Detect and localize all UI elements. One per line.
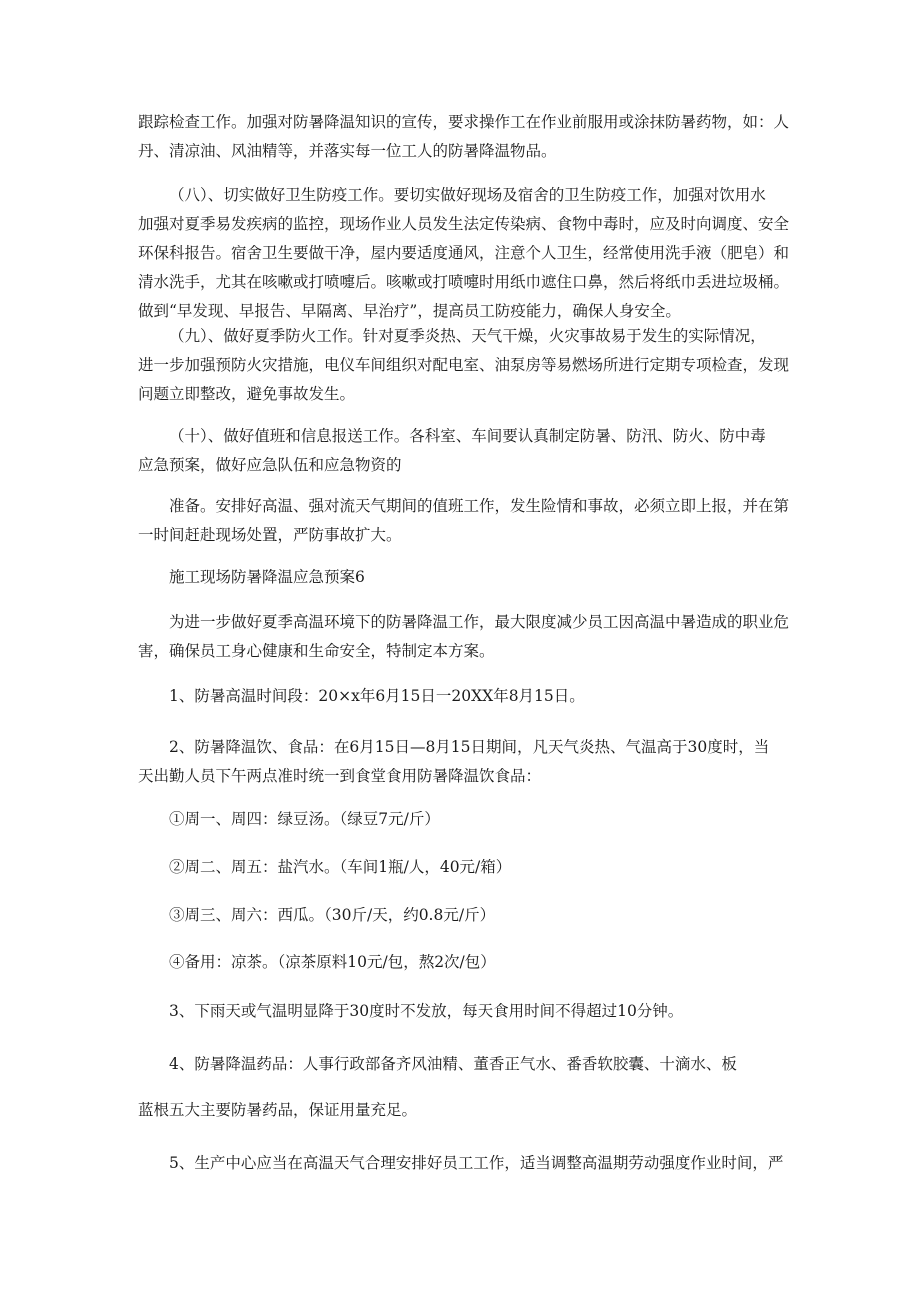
- list-item-2-food: [138, 733, 786, 791]
- sub-item-mon-thu: [138, 805, 786, 834]
- paragraph-plan-intro: [138, 608, 790, 666]
- paragraph-section-8-hygiene: [138, 181, 790, 326]
- text-line: 2、防暑降温饮、食品：在6月15日—8月15日期间，凡天气炎热、气温高于30度时，当: [169, 738, 770, 756]
- text-line: 清水洗手，尤其在咳嗽或打喷嚏后。咳嗽或打喷嚏时用纸巾遮住口鼻，然后将纸巾丢进垃圾桶。: [138, 273, 790, 291]
- text-line: 丹、清凉油、风油精等，并落实每一位工人的防暑降温物品。: [138, 142, 557, 160]
- text-line: 1、防暑高温时间段：20×x年6月15日一20XX年8月15日。: [169, 687, 585, 705]
- list-item-1-time-period: [138, 682, 786, 711]
- text-line: ③周三、周六：西瓜。（30斤/天，约0.8元/斤）: [169, 906, 496, 924]
- text-line: 应急预案，做好应急队伍和应急物资的: [138, 456, 402, 474]
- text-line: ④备用：凉茶。（凉茶原料10元/包，熬2次/包）: [169, 953, 496, 971]
- text-line: 问题立即整改，避免事故发生。: [138, 385, 356, 403]
- paragraph-section-10-duty: [138, 422, 786, 480]
- paragraph-medicine-continued: [138, 1096, 786, 1125]
- text-line: 天出勤人员下午两点准时统一到食堂食用防暑降温饮食品：: [138, 767, 542, 785]
- text-line: 5、生产中心应当在高温天气合理安排好员工工作，适当调整高温期劳动强度作业时间，严: [169, 1154, 784, 1172]
- text-line: 进一步加强预防火灾措施，电仪车间组织对配电室、油泵房等易燃场所进行定期专项检查，发现: [138, 356, 790, 374]
- text-line: 为进一步做好夏季高温环境下的防暑降温工作，最大限度减少员工因高温中暑造成的职业危: [169, 613, 790, 631]
- list-item-4-medicine: [138, 1050, 786, 1079]
- sub-item-backup: [138, 948, 786, 977]
- text-line: ①周一、周四：绿豆汤。（绿豆7元/斤）: [169, 810, 440, 828]
- text-line: （八）、切实做好卫生防疫工作。要切实做好现场及宿舍的卫生防疫工作，加强对饮用水: [169, 186, 766, 204]
- text-line: 害，确保员工身心健康和生命安全，特制定本方案。: [138, 642, 495, 660]
- text-line: 蓝根五大主要防暑药品，保证用量充足。: [138, 1101, 418, 1119]
- text-line: 4、防暑降温药品：人事行政部备齐风油精、董香正气水、番香软胶囊、十滴水、板: [169, 1055, 737, 1073]
- list-item-5-production: [138, 1149, 786, 1178]
- text-line: 准备。安排好高温、强对流天气期间的值班工作，发生险情和事故，必须立即上报，并在第: [169, 497, 790, 515]
- text-line: 环保科报告。宿舍卫生要做干净，屋内要适度通风，注意个人卫生，经常使用洗手液（肥皂）和: [138, 244, 790, 262]
- section-heading-plan-6: [138, 563, 786, 592]
- text-line: 加强对夏季易发疾病的监控，现场作业人员发生法定传染病、食物中毒时，应及时向调度、安全: [138, 215, 790, 233]
- sub-item-wed-sat: [138, 901, 786, 930]
- text-line: 做到“早发现、早报告、早隔离、早治疗”，提高员工防疫能力，确保人身安全。: [138, 302, 681, 320]
- paragraph-heat-awareness: [138, 108, 790, 166]
- text-line: ②周二、周五：盐汽水。（车间1瓶/人，40元/箱）: [169, 858, 512, 876]
- text-line: （九）、做好夏季防火工作。针对夏季炎热、天气干燥，火灾事故易于发生的实际情况，: [169, 327, 766, 345]
- text-line: 施工现场防暑降温应急预案6: [169, 568, 365, 586]
- paragraph-section-9-fire: [138, 322, 790, 409]
- text-line: 3、下雨天或气温明显降于30度时不发放，每天食用时间不得超过10分钟。: [169, 1002, 684, 1020]
- sub-item-tue-fri: [138, 853, 786, 882]
- list-item-3-rain: [138, 997, 786, 1026]
- text-line: （十）、做好值班和信息报送工作。各科室、车间要认真制定防暑、防汛、防火、防中毒: [169, 427, 766, 445]
- text-line: 跟踪检查工作。加强对防暑降温知识的宣传，要求操作工在作业前服用或涂抹防暑药物，如：人: [138, 113, 790, 131]
- paragraph-preparation: [138, 492, 790, 550]
- text-line: 一时间赶赴现场处置，严防事故扩大。: [138, 526, 402, 544]
